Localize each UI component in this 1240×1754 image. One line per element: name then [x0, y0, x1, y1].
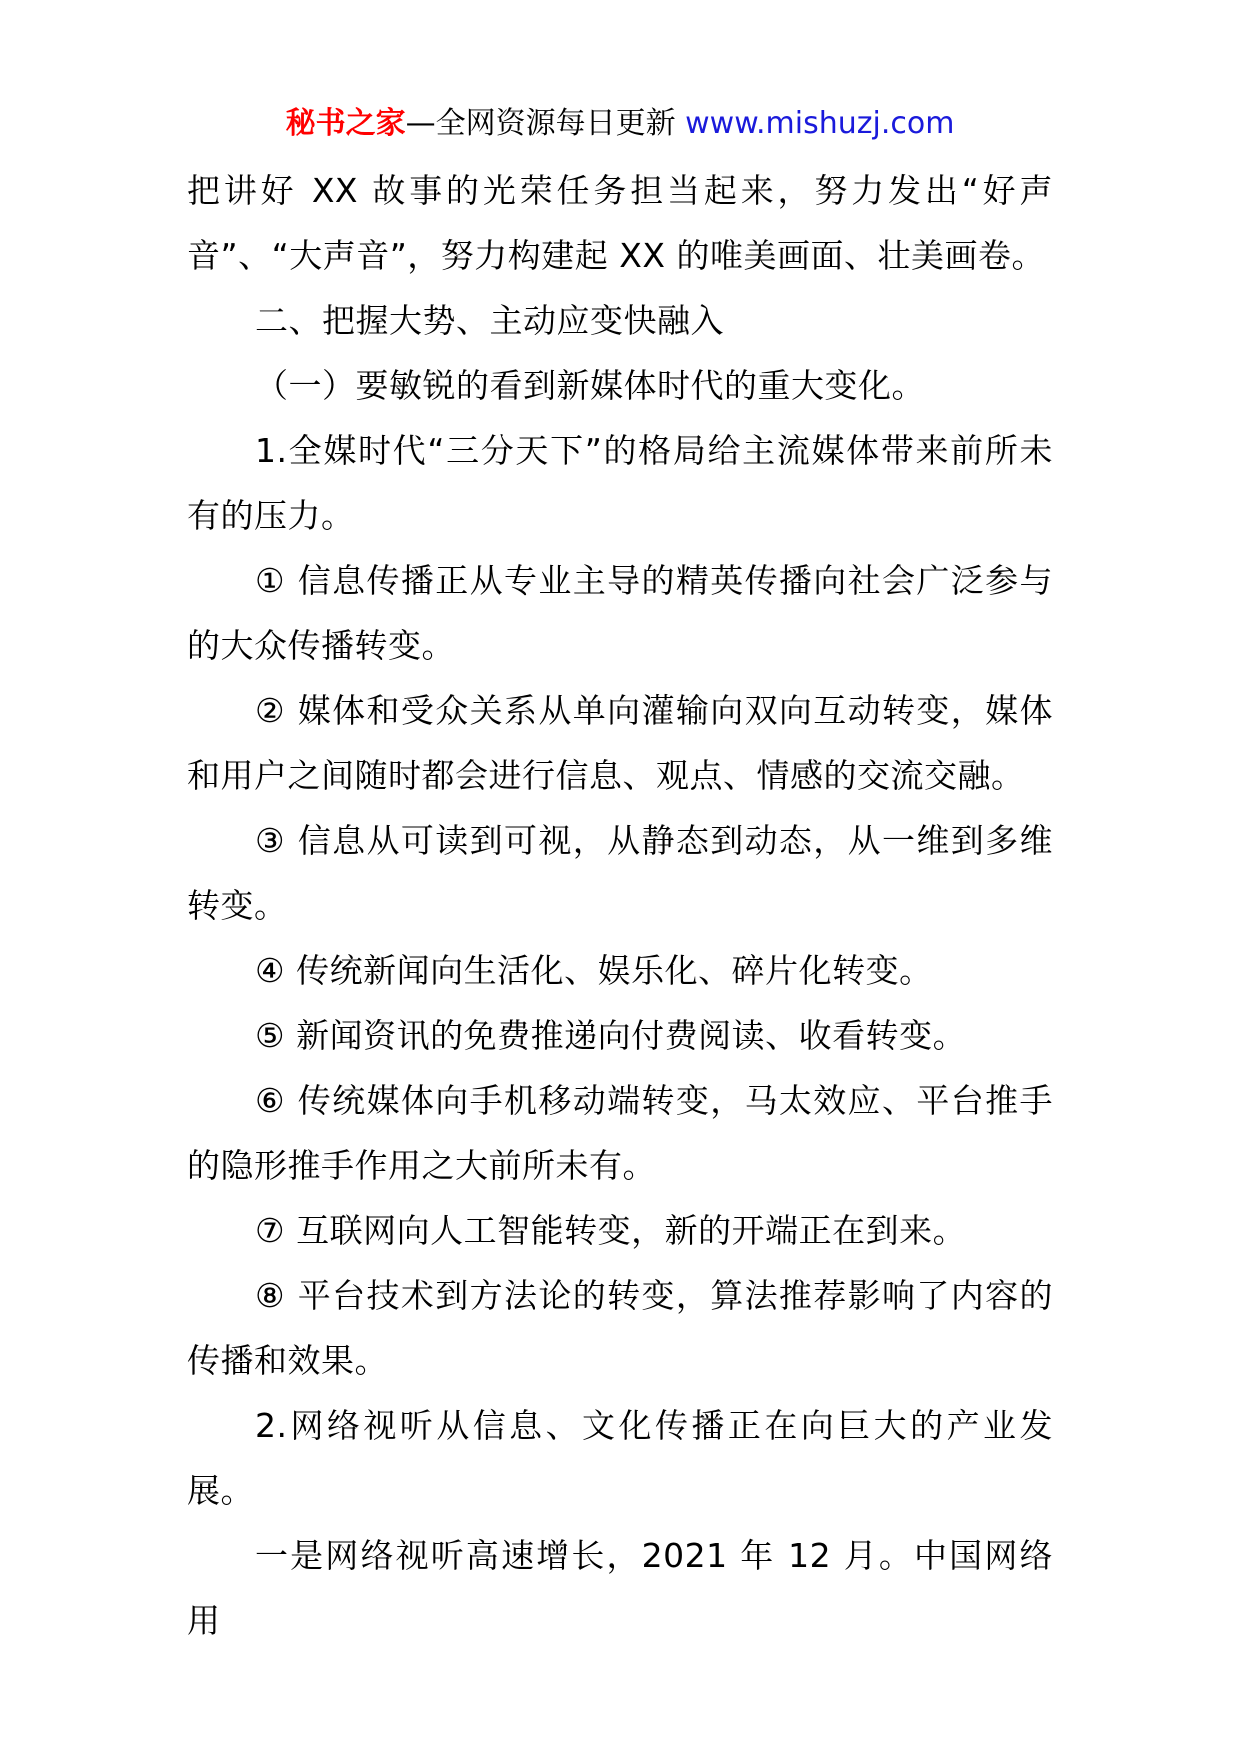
brand-name: 秘书之家 — [285, 106, 406, 141]
list-item: ④ 传统新闻向生活化、娱乐化、碎片化转变。 — [255, 951, 933, 990]
header-tagline: —全网资源每日更新 — [405, 106, 676, 141]
paragraph: 把讲好 XX 故事的光荣任务担当起来，努力发出“好声音”、“大声音”，努力构建起 XX 的唯美画面、壮美画卷。 — [187, 171, 1053, 275]
list-item: ⑤ 新闻资讯的免费推递向付费阅读、收看转变。 — [255, 1016, 967, 1055]
list-item: ① 信息传播正从专业主导的精英传播向社会广泛参与的大众传播转变。 — [187, 561, 1053, 665]
website-link[interactable]: www.mishuzj.com — [685, 106, 955, 141]
list-item: ⑦ 互联网向人工智能转变，新的开端正在到来。 — [255, 1211, 967, 1250]
list-item: ② 媒体和受众关系从单向灌输向双向互动转变，媒体和用户之间随时都会进行信息、观点、情感的交流交融。 — [187, 691, 1053, 795]
list-item: ⑧ 平台技术到方法论的转变，算法推荐影响了内容的传播和效果。 — [187, 1276, 1053, 1380]
list-item: ③ 信息从可读到可视，从静态到动态，从一维到多维转变。 — [187, 821, 1053, 925]
list-item: ⑥ 传统媒体向手机移动端转变，马太效应、平台推手的隐形推手作用之大前所未有。 — [187, 1081, 1053, 1185]
paragraph: 1.全媒时代“三分天下”的格局给主流媒体带来前所未有的压力。 — [187, 431, 1053, 535]
paragraph: 2.网络视听从信息、文化传播正在向巨大的产业发展。 — [187, 1406, 1053, 1510]
subsection-heading: （一）要敏锐的看到新媒体时代的重大变化。 — [255, 366, 925, 405]
section-heading: 二、把握大势、主动应变快融入 — [255, 301, 724, 340]
page-header — [0, 104, 1240, 144]
document-body — [187, 158, 1053, 1653]
paragraph: 一是网络视听高速增长，2021 年 12 月。中国网络用 — [187, 1536, 1053, 1640]
